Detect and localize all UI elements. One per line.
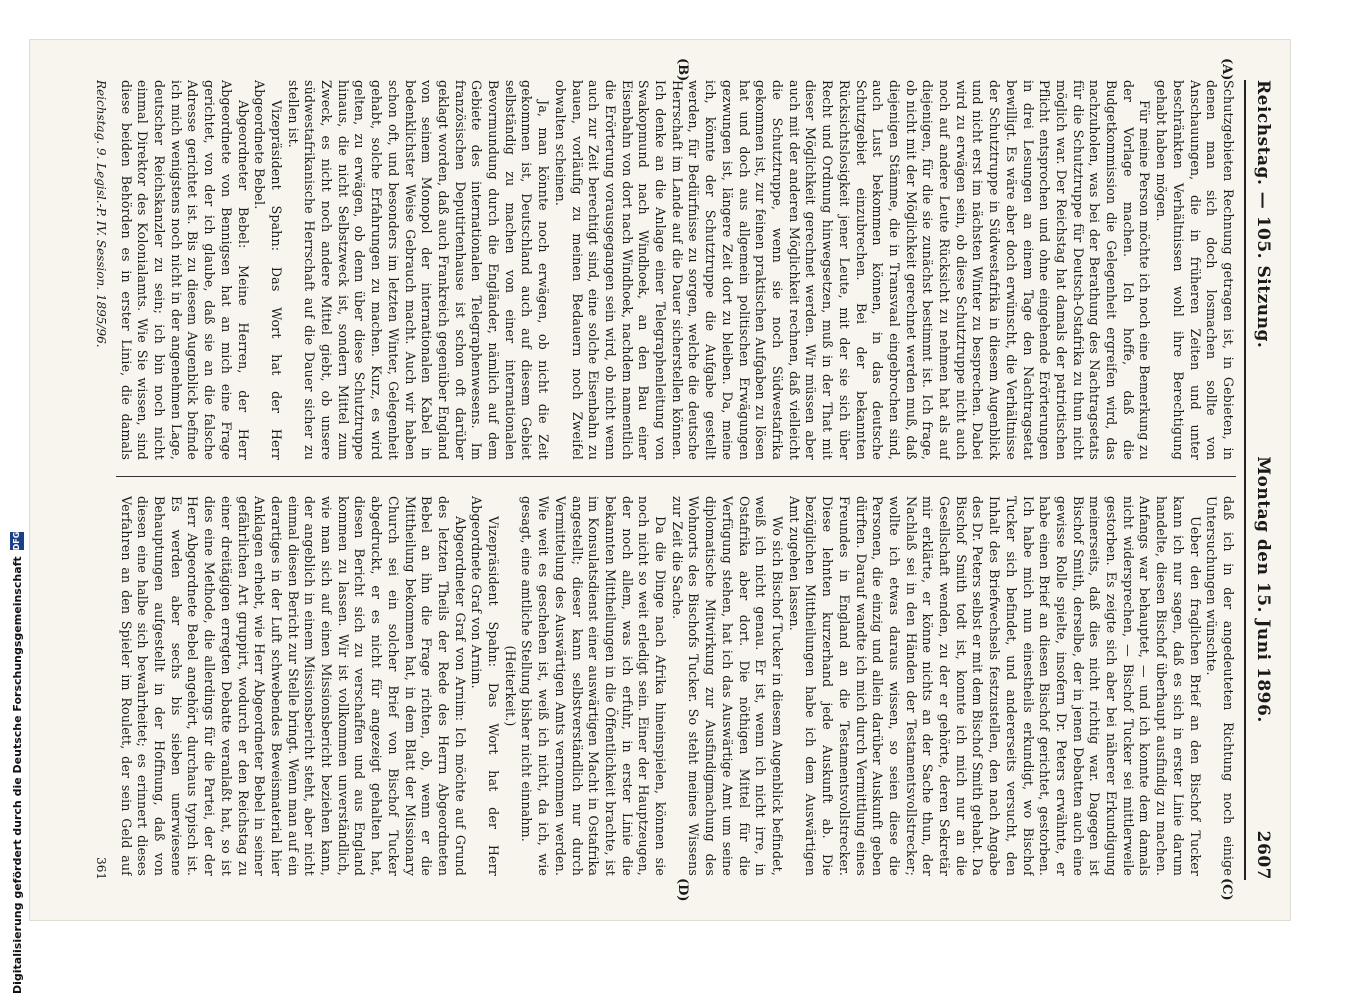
paragraph: Vizepräsident Spahn: Das Wort hat der Herr Abgeordnete Graf von Arnim. [469,496,502,876]
header-rule [1244,80,1246,880]
paragraph: daß ich in der angedeuteten Richtung noch einige Untersuchungen wünschte. [1204,496,1236,876]
paragraph: Da die Dinge nach Afrika hineinspielen, können sie noch nicht so weit erledigt sein. Einer der Hauptzeugen, der noch allem, was ich erfuhr, in erster Linie die bekannten Mittheilungen in die Öffentlichkeit brachte, ist im Konsulatsdienst einer auswärtigen Macht in Ostafrika angestellt; dieser kann selbstverständlich nur durch Vermittelung des Auswärtigen Amts vernommen werden. Wie weit es geschehen ist, weiß ich nicht, da ich, wie gesagt, eine amtliche Stellung bisher nicht einnahm. [519,496,669,876]
marker-c: (C) [1219,878,1234,901]
marker-d: (D) [675,878,690,902]
paragraph: Abgeordneter Graf von Arnim: Ich möchte auf Grund des letzten Theils der Rede des Herrn Abgeordneten Bebel an ihn die Frage richten, ob, wenn er die Mittheilung bekommen hat, in dem Blatt der Missionary Church sei ein solcher Brief von Bischof Tucker abgedruckt, er es nicht für angezeigt gehalten hat, diesen Bericht sich zu verschaffen und aus England kommen zu lassen. Wir ist vollkommen unverständlich, wie man sich auf einen Missionsbericht beziehen kann, der angeblich in einem Missionsbericht steht, aber nicht einmal diesen Bericht zur Stelle bringt. Wenn man auf ein derartiges in der Luft schwebendes Beweismaterial hier Anklagen erhebt, wie Herr Abgeordneter Bebel in seiner gefährlichen Art gruppirt, wodurch er den Reichstag zu einer dreitägigen erregten Debatte veranlaßt hat, so ist dies eine Methode, die allerdings für die Partei, der der Herr Abgeordnete Bebel angehört, durchaus typisch ist. Es werden aber sechs bis sieben unerwiesene Behauptungen aufgestellt in der Hoffnung, daß von diesen eine halbe sich bewahrheitet; es erinnert dieses Verfahren an den Spieler im Roulett, der sein Geld auf [118,496,468,876]
dfg-logo-icon: DFG [10,532,24,550]
page-header [1248,80,1278,880]
paragraph: Wo sich Bischof Tucker in diesem Augenblick befindet, weiß ich nicht genau. Er ist, wenn ich nicht irre, in Ostafrika aber dort. Die nöthigen Mittel für die Verfügung stehen, hat ich das Auswärtige Amt um seine diplomatische Mitwirkung zur Ausfindigmachung des Wohnorts des Bischofs Tucker. So steht meines Wissens zur Zeit die Sache. [669,496,786,876]
header-left: Reichstag. — 105. Sitzung. [1253,80,1273,349]
header-page-number: 2607 [1253,830,1273,880]
digitization-credit [6,0,28,1000]
header-date: Montag den 15. Juni 1896. [1253,456,1273,723]
paragraph: Abgeordneter Bebel: Meine Herren, der Herr Abgeordnete von Bennigsen hat an mich eine Frage gerichtet, von der ich glaube, daß sie an die falsche Adresse gerichtet ist. Bis zu diesem Augenblick befinde ich mich wenigstens noch nicht in der angenehmen Lage, deutscher Reichskanzler zu sein; ich bin noch nicht einmal Direktor des Kolonialamts. Wie Sie wissen, sind diese beiden Behörden es in erster Linie, die damals [118,80,251,460]
left-column [116,80,1236,460]
marker-a: (A) [1219,58,1234,81]
right-column [116,496,1236,876]
footer-page-number: 361 [94,857,108,880]
page-footer: Reichstag. 9. Legisl.-P. IV. Session. 1895/96. [94,80,108,348]
paragraph: Ueber den fraglichen Brief an den Bischof Tucker kann ich nur sagen, daß es sich in erster Linie darum handelte, diesen Bischof überhaupt ausfindig zu machen. Anfangs war behauptet, — und ich konnte dem damals nicht widersprechen, — Bischof Tucker sei mittlerweile gestorben. Es zeigte sich aber bei näherer Erkundigung meinerseits, daß dies nicht richtig war. Dagegen ist Bischof Smith, derselbe, der in jenen Debatten auch eine gewisse Rolle spielte, insofern Dr. Peters erwähnte, er habe einen Brief an diesen Bischof gerichtet, gestorben. Ich habe mich nun einestheils erkundigt, wo Bischof Tucker sich befindet, und andererseits versucht, den Inhalt des Briefwechsels festzustellen, den nach Angabe des Dr. Peters selbst er mit dem Bischof Smith gehabt. Da Bischof Smith todt ist, konnte ich mich nur an die Gesellschaft wenden, zu der er gehörte, deren Sekretär mir erklärte, er könne nichts an der Sache thun, der Nachlaß sei in den Händen der Testamentsvollstrecker; wollte ich etwas daraus wissen, so seien diese die Personen, die einzig und allein darüber Auskunft geben dürften. Darauf wandte ich mich durch Vermittlung eines Freundes in England an die Testamentsvollstrecker. Diese lehnten kurzerhand jede Auskunft ab. Die bezüglichen Mittheilungen habe ich dem Auswärtigen Amt zugehen lassen. [786,496,1203,876]
paragraph: Schutzgebieten Rechnung getragen ist, in Gebieten, in denen man sich doch losmachen sollte von Anschauungen, die in früheren Zeiten und unter beschränkten Verhältnissen wohl ihre Berechtigung gehabt haben mögen. [1154,80,1236,460]
marker-b: (B) [675,58,690,82]
paragraph: Vizepräsident Spahn: Das Wort hat der Herr Abgeordnete Bebel. [252,80,284,460]
paragraph: Für meine Person möchte ich noch eine Bemerkung zu der Vorlage machen. Ich hoffe, daß die Budgetkommission die Gelegenheit ergreifen wird, das nachzuholen, was bei der Berathung des Nachtragsetats für die Schutztruppe für Deutsch-Ostafrika zu thun nicht möglich war. Der Reichstag hat damals der patriotischen Pflicht entsprochen und ohne eingehende Erörterungen in drei Lesungen an einem Tage den Nachtragsetat bewilligt. Es wäre aber doch erwünscht, die Verhältnisse der Schutztruppe in Südwestafrika in diesem Augenblick und nicht erst im nächsten Winter zu besprechen. Dabei wird zu erwägen sein, ob diese Schutztruppe nicht auch noch auf andere Leute Rücksicht zu nehmen hat als auf diejenigen, für die sie zunächst bestimmt ist. Ich frage, ob nicht mit der Möglichkeit gerechnet werden muß, daß diejenigen Stämme, die in Transvaal eingebrochen sind, auch Lust bekommen können, in das deutsche Schutzgebiet einzubrechen. Bei der bekannten Rücksichtslosigkeit jener Leute, mit der sie sich über Recht und Ordnung hinwegsetzen, muß in der That mit dieser Möglichkeit gerechnet werden. Wir müssen aber auch mit der anderen Möglichkeit rechnen, daß vielleicht die Schutztruppe, wenn sie noch Südwestafrika gekommen ist, zur feinen praktischen Aufgaben zu lösen hat und doch aus allgemein politischen Erwägungen gezwungen ist, längere Zeit dort zu bleiben. Da, meine ich, könnte der Schutztruppe die Aufgabe gestellt werden, für Bedürfnisse zu sorgen, welche die deutsche Herrschaft im Lande auf die Dauer sicherstellen können. Ich denke an die Anlage einer Telegraphenleitung von Swakopmund nach Windhoek, an den Bau einer Eisenbahn von dort nach Windhoek, nachdem namentlich die Erörterung vorausgegangen sein wird, ob nicht wenn auch zur Zeit berechtigt sind, eine solche Eisenbahn zu bauen, vorläufig zu meinen Bedauern noch Zweifel obwalten scheinen. [552,80,1153,460]
stage-direction: (Heiterkeit.) [502,645,518,727]
credit-text: Digitalisierung gefördert durch die Deutsche Forschungsgemeinschaft [10,556,24,994]
column-divider [116,476,1236,477]
paragraph: Ja, man könnte noch erwägen, ob nicht die Zeit gekommen ist, Deutschland auch auf diesem Gebiet selbständig zu machen von einer internationalen Bevormundung durch die Engländer, nämlich auf dem Gebiete des internationalen Telegraphenwesens. Im französischen Deputirtenhause ist schon oft darüber geklagt worden, daß auch Frankreich gegenüber England von seinem Monopol der internationalen Kabel in bedenklichster Weise Gebrauch macht. Auch wir haben schon oft, und besonders im letzten Winter, Gelegenheit gehabt, solche Erfahrungen zu machen. Kurz, es wird gelten, zu erwägen, ob denn über diese Schutztruppe hinaus, die nicht Selbstzweck ist, sondern Mittel zum Zweck, es nicht noch andere Mittel giebt, ob unsere südwestafrikanische Herrschaft auf die Dauer sicher zu stellen ist. [285,80,552,460]
newspaper-page [30,40,1290,920]
